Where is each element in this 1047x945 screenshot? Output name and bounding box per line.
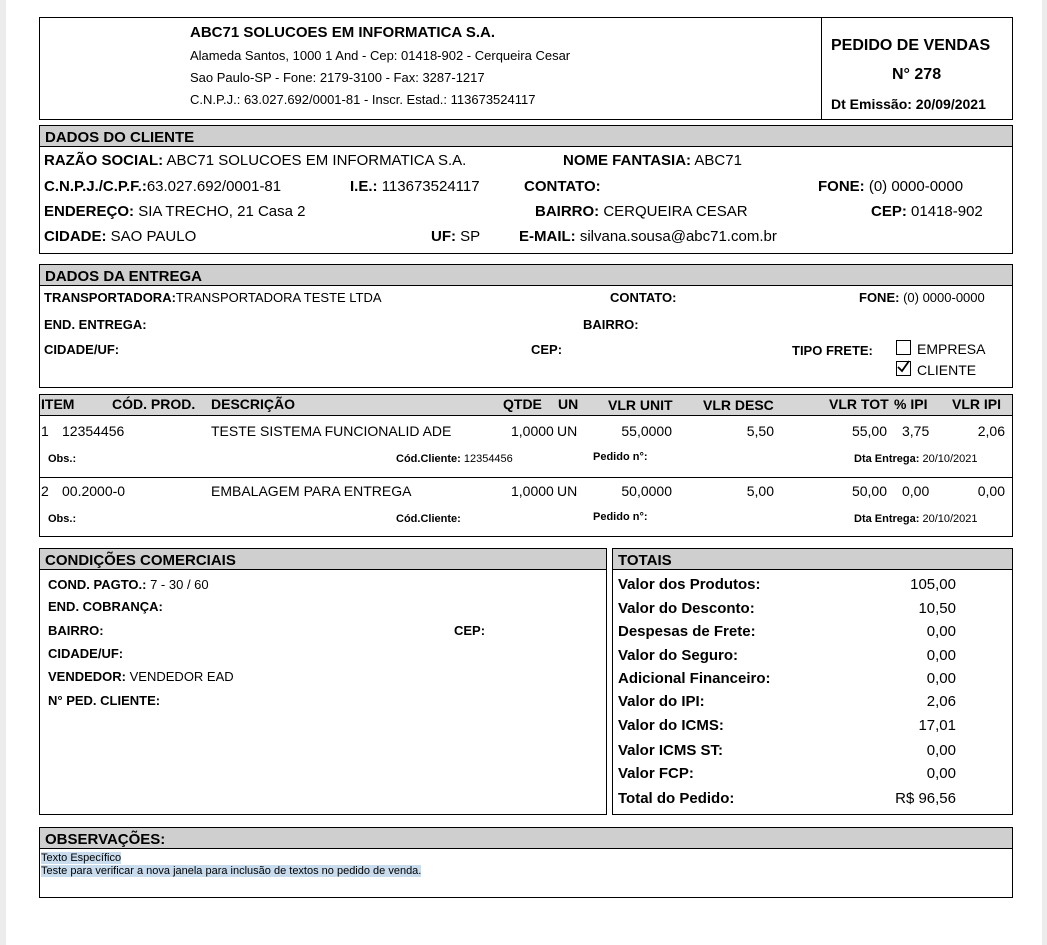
client-cnpj: C.N.P.J./C.P.F.:63.027.692/0001-81: [44, 178, 282, 195]
row1-item: 1: [41, 423, 49, 439]
total-label-icms-st: Valor ICMS ST:: [618, 742, 724, 759]
total-label-desconto: Valor do Desconto:: [618, 600, 755, 617]
frete-cliente-checkbox[interactable]: [896, 361, 911, 376]
order-title: PEDIDO DE VENDAS: [831, 37, 991, 54]
order-issue-date: Dt Emissão: 20/09/2021: [831, 96, 986, 112]
row1-desc: TESTE SISTEMA FUNCIONALID ADE: [211, 423, 452, 439]
frete-empresa-label: EMPRESA: [917, 341, 986, 357]
delivery-section: [39, 264, 1013, 388]
col-pct-ipi: % IPI: [894, 396, 928, 412]
cond-ped-cliente-label: N° PED. CLIENTE:: [48, 693, 161, 708]
row1-vlr-desc: 5,50: [746, 423, 774, 439]
cond-vendedor: VENDEDOR: VENDEDOR EAD: [48, 669, 234, 684]
row2-vlr-desc: 5,00: [746, 483, 774, 499]
total-label-adicional: Adicional Financeiro:: [618, 670, 771, 687]
row1-dta-entrega: Dta Entrega: 20/10/2021: [854, 453, 978, 465]
document-page: [6, 0, 1042, 945]
row2-qtde: 1,0000: [511, 483, 554, 499]
client-cidade: CIDADE: SAO PAULO: [44, 228, 197, 245]
total-label-fcp: Valor FCP:: [618, 765, 694, 782]
total-value-produtos: 105,00: [910, 576, 956, 593]
col-vlr-tot: VLR TOT: [829, 396, 889, 412]
total-label-ipi: Valor do IPI:: [618, 693, 705, 710]
cond-bairro-label: BAIRRO:: [48, 623, 104, 638]
total-value-frete: 0,00: [926, 623, 956, 640]
frete-empresa-checkbox[interactable]: [896, 340, 911, 355]
client-bairro: BAIRRO: CERQUEIRA CESAR: [535, 203, 748, 220]
col-vlr-unit: VLR UNIT: [608, 397, 673, 413]
cond-cidade-label: CIDADE/UF:: [48, 646, 124, 661]
order-number: N° 278: [892, 66, 942, 83]
check-icon: [896, 360, 910, 374]
row2-vlr-tot: 50,00: [851, 483, 887, 499]
company-cnpj: C.N.P.J.: 63.027.692/0001-81 - Inscr. Estad.: 113673524117: [190, 92, 536, 107]
observations-section: [39, 827, 1013, 898]
company-address: Alameda Santos, 1000 1 And - Cep: 01418-902 - Cerqueira Cesar: [190, 48, 571, 63]
observations-line2[interactable]: Teste para verificar a nova janela para inclusão de textos no pedido de venda.: [41, 865, 422, 877]
col-qtde: QTDE: [503, 396, 542, 412]
company-phone: Sao Paulo-SP - Fone: 2179-3100 - Fax: 3287-1217: [190, 70, 485, 85]
total-value-adicional: 0,00: [926, 670, 956, 687]
frete-cliente-label: CLIENTE: [917, 362, 977, 378]
col-un: UN: [558, 396, 579, 412]
observations-line1[interactable]: Texto Específico: [41, 852, 122, 864]
row1-vlr-ipi: 2,06: [977, 423, 1005, 439]
client-contato-label: CONTATO:: [524, 178, 601, 195]
col-cod-prod: CÓD. PROD.: [112, 396, 196, 412]
row2-cod-cliente-label: Cód.Cliente:: [396, 513, 461, 525]
delivery-transportadora: TRANSPORTADORA:TRANSPORTADORA TESTE LTDA: [44, 290, 382, 305]
client-cep: CEP: 01418-902: [871, 203, 983, 220]
client-fone: FONE: (0) 0000-0000: [818, 178, 964, 195]
delivery-cep-label: CEP:: [531, 342, 563, 357]
totals-section-header: TOTAIS: [613, 549, 1012, 570]
delivery-fone: FONE: (0) 0000-0000: [859, 290, 985, 305]
row2-desc: EMBALAGEM PARA ENTREGA: [211, 483, 412, 499]
delivery-section-header: DADOS DA ENTREGA: [40, 265, 1012, 286]
col-vlr-ipi: VLR IPI: [952, 396, 1002, 412]
client-razao: RAZÃO SOCIAL: ABC71 SOLUCOES EM INFORMATICA S.A.: [44, 152, 467, 169]
row2-dta-entrega: Dta Entrega: 20/10/2021: [854, 513, 978, 525]
row1-vlr-unit: 55,0000: [621, 423, 672, 439]
total-value-icms-st: 0,00: [926, 742, 956, 759]
total-label-seguro: Valor do Seguro:: [618, 647, 739, 664]
delivery-cidade-label: CIDADE/UF:: [44, 342, 120, 357]
row1-pct-ipi: 3,75: [902, 423, 930, 439]
client-email: E-MAIL: silvana.sousa@abc71.com.br: [519, 228, 777, 245]
company-name: ABC71 SOLUCOES EM INFORMATICA S.A.: [190, 24, 496, 41]
total-label-icms: Valor do ICMS:: [618, 717, 724, 734]
row2-un: UN: [557, 483, 578, 499]
row2-pct-ipi: 0,00: [902, 483, 930, 499]
col-item: ITEM: [41, 396, 75, 412]
client-endereco: ENDEREÇO: SIA TRECHO, 21 Casa 2: [44, 203, 306, 220]
row1-obs-label: Obs.:: [48, 453, 77, 465]
row2-item: 2: [41, 483, 49, 499]
row1-cod-cliente: Cód.Cliente: 12354456: [396, 453, 513, 465]
delivery-contato-label: CONTATO:: [610, 290, 677, 305]
row1-qtde: 1,0000: [511, 423, 554, 439]
total-label-produtos: Valor dos Produtos:: [618, 576, 761, 593]
cond-cep-label: CEP:: [454, 623, 486, 638]
total-label-frete: Despesas de Frete:: [618, 623, 756, 640]
row1-vlr-tot: 55,00: [851, 423, 887, 439]
delivery-end-label: END. ENTREGA:: [44, 317, 147, 332]
row2-vlr-unit: 50,0000: [621, 483, 672, 499]
col-vlr-desc: VLR DESC: [703, 397, 774, 413]
cond-pagto: COND. PAGTO.: 7 - 30 / 60: [48, 577, 209, 592]
row2-cod: 00.2000-0: [62, 483, 126, 499]
total-value-fcp: 0,00: [926, 765, 956, 782]
total-value-icms: 17,01: [918, 717, 956, 734]
col-descricao: DESCRIÇÃO: [211, 396, 296, 412]
total-value-seguro: 0,00: [926, 647, 956, 664]
client-fantasia: NOME FANTASIA: ABC71: [563, 152, 742, 169]
client-uf: UF: SP: [431, 228, 481, 245]
row1-cod: 12354456: [62, 423, 125, 439]
total-value-desconto: 10,50: [918, 600, 956, 617]
conditions-section-header: CONDIÇÕES COMERCIAIS: [40, 549, 606, 570]
items-row-divider: [40, 477, 1012, 478]
cond-cobranca-label: END. COBRANÇA:: [48, 599, 163, 614]
row1-un: UN: [557, 423, 578, 439]
frete-label: TIPO FRETE:: [792, 343, 873, 358]
row1-pedido-label: Pedido n°:: [593, 451, 648, 463]
total-value-ipi: 2,06: [926, 693, 956, 710]
observations-section-header: OBSERVAÇÕES:: [40, 828, 1012, 849]
client-section-header: DADOS DO CLIENTE: [40, 126, 1012, 147]
row2-pedido-label: Pedido n°:: [593, 511, 648, 523]
delivery-bairro-label: BAIRRO:: [583, 317, 639, 332]
client-ie: I.E.: 113673524117: [350, 178, 480, 195]
row2-obs-label: Obs.:: [48, 513, 77, 525]
total-label-pedido: Total do Pedido:: [618, 790, 735, 807]
total-value-pedido: R$ 96,56: [895, 790, 956, 807]
row2-vlr-ipi: 0,00: [977, 483, 1005, 499]
